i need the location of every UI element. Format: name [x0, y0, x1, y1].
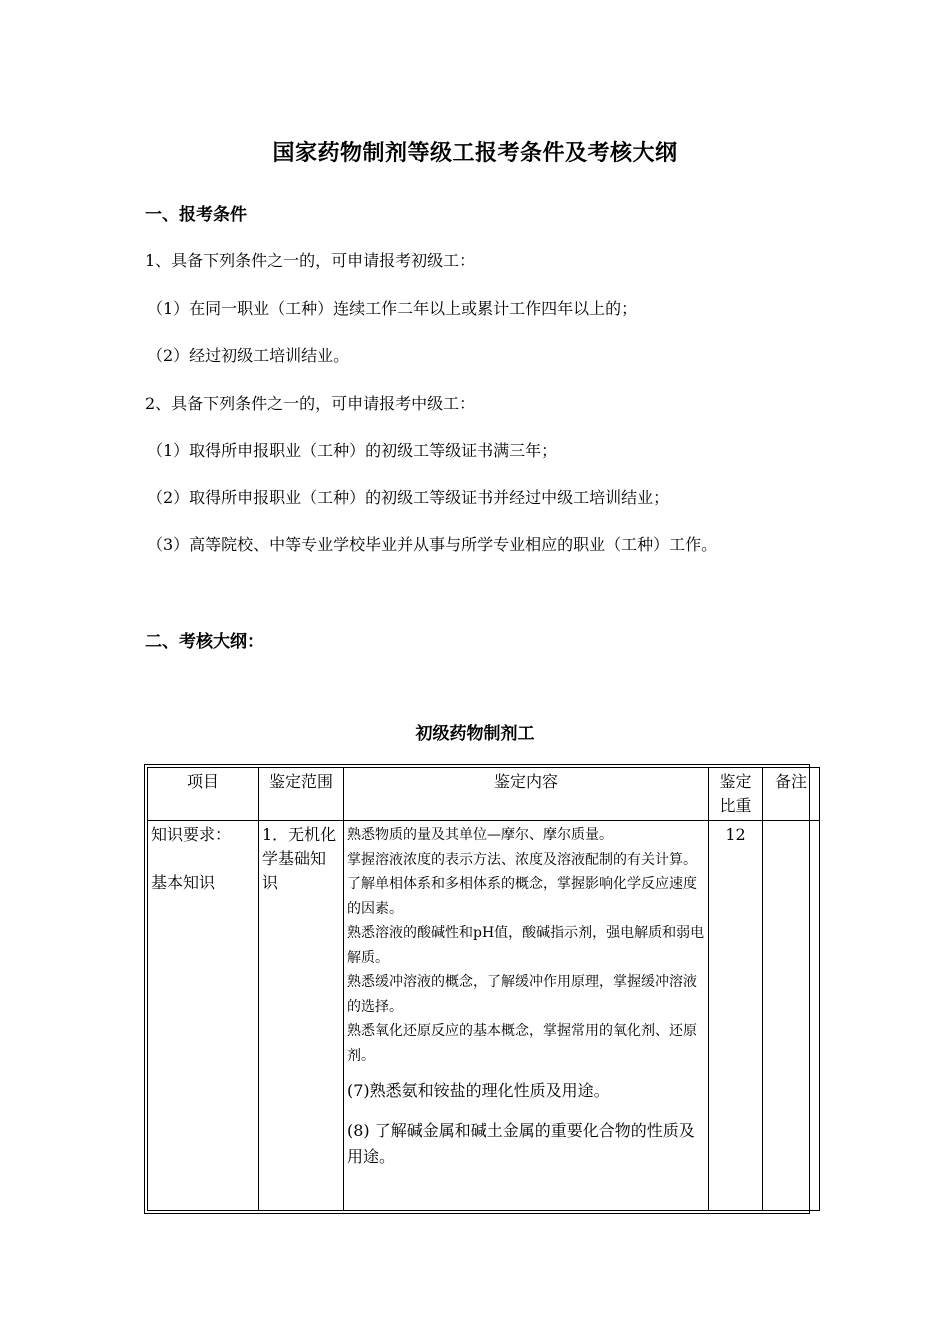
content-item: 熟悉溶液的酸碱性和pH值，酸碱指示剂，强电解质和弱电解质。 — [347, 925, 705, 966]
paragraph: （2）经过初级工培训结业。 — [147, 346, 350, 365]
content-item: 熟悉物质的量及其单位—摩尔、摩尔质量。 — [347, 827, 613, 843]
paragraph: 2、具备下列条件之一的，可申请报考中级工： — [145, 394, 476, 413]
header-content: 鉴定内容 — [344, 768, 709, 821]
table-row — [148, 821, 820, 1211]
header-weight: 鉴定比重 — [709, 768, 763, 821]
content-item: 熟悉缓冲溶液的概念，了解缓冲作用原理，掌握缓冲溶液的选择。 — [347, 974, 697, 1015]
header-scope: 鉴定范围 — [259, 768, 344, 821]
section-heading-syllabus: 二、考核大纲： — [145, 632, 264, 652]
paragraph: 1、具备下列条件之一的，可申请报考初级工： — [145, 251, 476, 270]
content-item: (8) 了解碱金属和碱土金属的重要化合物的性质及用途。 — [347, 1121, 695, 1166]
header-item: 项目 — [148, 768, 259, 821]
section-heading-requirements: 一、报考条件 — [145, 205, 247, 225]
table-title: 初级药物制剂工 — [415, 724, 535, 744]
paragraph: （2）取得所申报职业（工种）的初级工等级证书并经过中级工培训结业； — [147, 488, 670, 507]
paragraph: （1）取得所申报职业（工种）的初级工等级证书满三年； — [147, 441, 558, 460]
cell-item — [148, 821, 259, 1211]
content-item: (7)熟悉氨和铵盐的理化性质及用途。 — [347, 1081, 610, 1100]
content-item: 熟悉氧化还原反应的基本概念，掌握常用的氧化剂、还原剂。 — [347, 1023, 697, 1064]
paragraph: （3）高等院校、中等专业学校毕业并从事与所学专业相应的职业（工种）工作。 — [147, 535, 718, 554]
cell-weight: 12 — [709, 821, 763, 1211]
paragraph: （1）在同一职业（工种）连续工作二年以上或累计工作四年以上的； — [147, 299, 638, 318]
cell-content — [344, 821, 709, 1211]
table-header-row — [148, 768, 820, 821]
cell-scope: 1．无机化学基础知识 — [259, 821, 344, 1211]
document-title: 国家药物制剂等级工报考条件及考核大纲 — [272, 141, 678, 166]
cell-note — [763, 821, 820, 1211]
content-item: 掌握溶液浓度的表示方法、浓度及溶液配制的有关计算。 — [347, 851, 697, 868]
item-sublabel: 基本知识 — [151, 873, 216, 892]
header-note: 备注 — [763, 768, 820, 821]
syllabus-table — [144, 764, 810, 1214]
content-item: 了解单相体系和多相体系的概念，掌握影响化学反应速度的因素。 — [347, 876, 697, 917]
item-label: 知识要求： — [151, 825, 232, 844]
